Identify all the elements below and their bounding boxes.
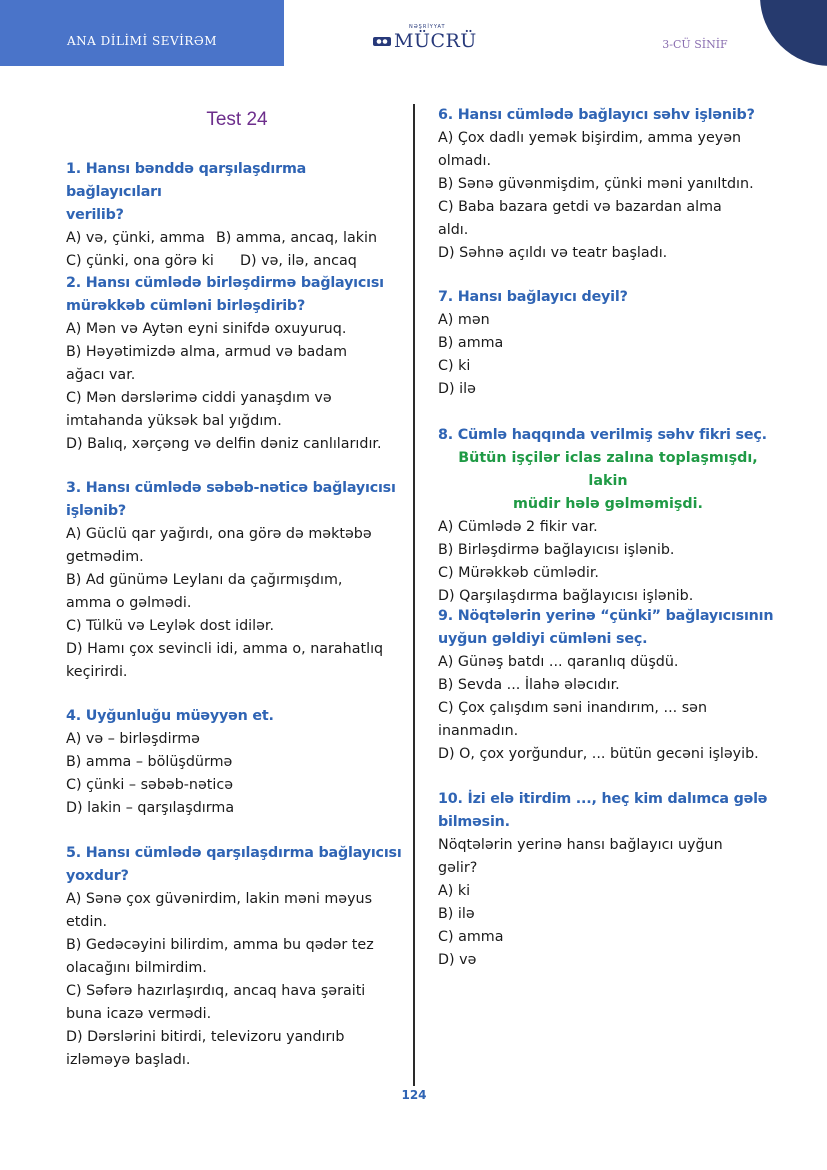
option[interactable]: D) və, ilə, ancaq [240, 253, 357, 269]
question-1 [66, 158, 406, 273]
question-text: 7. Hansı bağlayıcı deyil? [438, 289, 628, 305]
option[interactable]: A) Cümlədə 2 fikir var. [438, 519, 598, 535]
option[interactable]: B) Gedəcəyini bilirdim, amma bu qədər tez [66, 937, 374, 953]
question-text: 10. İzi elə itirdim ..., heç kim dalımca gələ bilməsin. [438, 791, 768, 830]
option[interactable]: A) mən [438, 312, 490, 328]
option[interactable]: C) Mürəkkəb cümlədir. [438, 565, 599, 581]
option[interactable]: B) Ad günümə Leylanı da çağırmışdım, [66, 572, 343, 588]
option[interactable]: B) amma, ancaq, lakin [216, 230, 378, 246]
option[interactable]: B) Birləşdirmə bağlayıcısı işlənib. [438, 542, 675, 558]
question-text: 4. Uyğunluğu müəyyən et. [66, 708, 274, 724]
question-text: 3. Hansı cümlədə səbəb-nəticə bağlayıcısı işlənib? [66, 480, 396, 519]
question-text: 5. Hansı cümlədə qarşılaşdırma bağlayıcısı yoxdur? [66, 845, 402, 884]
option[interactable]: D) və [438, 952, 477, 968]
option[interactable]: A) Günəş batdı ... qaranlıq düşdü. [438, 654, 679, 670]
option[interactable]: B) Sevda ... İlahə ələcıdır. [438, 677, 620, 693]
option-continued: olacağını bilmirdim. [66, 960, 207, 976]
options-row [66, 227, 406, 250]
option-continued: etdin. [66, 914, 108, 930]
option-continued: imtahanda yüksək bal yığdım. [66, 413, 282, 429]
option-continued: izləməyə başladı. [66, 1052, 191, 1068]
option[interactable]: D) Qarşılaşdırma bağlayıcısı işlənib. [438, 588, 694, 604]
option[interactable]: C) Tülkü və Leylək dost idilər. [66, 618, 275, 634]
option[interactable]: B) amma [438, 335, 504, 351]
logo-subtitle: NƏŞRİYYAT [409, 24, 446, 30]
question-text: 2. Hansı cümlədə birləşdirmə bağlayıcısı mürəkkəb cümləni birləşdirib? [66, 275, 384, 314]
option-continued: aldı. [438, 222, 469, 238]
book-title: ANA DİLİMİ SEVİRƏM [66, 34, 218, 48]
option[interactable]: A) ki [438, 883, 471, 899]
option[interactable]: C) Mən dərslərimə ciddi yanaşdım və [66, 390, 332, 406]
option[interactable]: C) amma [438, 929, 504, 945]
corner-decoration [760, 0, 827, 66]
option[interactable]: D) Balıq, xərçəng və delfin dəniz canlılarıdır. [66, 436, 382, 452]
option[interactable]: B) Sənə güvənmişdim, çünki məni yanıltdın. [438, 176, 754, 192]
question-7 [438, 286, 778, 401]
option-continued: keçirirdi. [66, 664, 128, 680]
question-2 [66, 272, 406, 456]
option[interactable]: D) O, çox yorğundur, ... bütün gecəni işləyib. [438, 746, 759, 762]
option[interactable]: C) Baba bazara getdi və bazardan alma [438, 199, 722, 215]
option[interactable]: C) çünki, ona görə ki [66, 253, 214, 269]
option-continued: buna icazə vermədi. [66, 1006, 212, 1022]
question-prompt: Nöqtələrin yerinə hansı bağlayıcı uyğun [438, 837, 723, 853]
question-4 [66, 705, 406, 820]
logo-text: MÜCRÜ [394, 30, 477, 52]
question-9 [438, 605, 778, 766]
question-6 [438, 104, 778, 265]
book-icon [373, 35, 391, 47]
question-5 [66, 842, 406, 1072]
page-number: 124 [401, 1088, 427, 1102]
option[interactable]: A) Çox dadlı yemək bişirdim, amma yeyən [438, 130, 742, 146]
option[interactable]: C) çünki – səbəb-nəticə [66, 777, 234, 793]
option[interactable]: B) Həyətimizdə alma, armud və badam [66, 344, 348, 360]
header-band [0, 0, 284, 66]
option[interactable]: D) ilə [438, 381, 476, 397]
options-row [66, 250, 406, 273]
option-continued: amma o gəlmədi. [66, 595, 192, 611]
question-text: 8. Cümlə haqqında verilmiş səhv fikri seç. [438, 427, 767, 443]
option[interactable]: A) və, çünki, amma [66, 230, 205, 246]
option[interactable]: A) Güclü qar yağırdı, ona görə də məktəbə [66, 526, 372, 542]
option-continued: ağacı var. [66, 367, 136, 383]
option[interactable]: D) lakin – qarşılaşdırma [66, 800, 235, 816]
option-continued: getmədim. [66, 549, 144, 565]
question-3 [66, 477, 406, 684]
option[interactable]: D) Dərslərini bitirdi, televizoru yandırıb [66, 1029, 345, 1045]
test-title: Test 24 [206, 109, 268, 130]
option[interactable]: A) və – birləşdirmə [66, 731, 200, 747]
highlighted-sentence: Bütün işçilər iclas zalına toplaşmışdı, lakin müdir hələ gəlməmişdi. [458, 450, 758, 512]
option[interactable]: B) amma – bölüşdürmə [66, 754, 233, 770]
option-continued: inanmadın. [438, 723, 519, 739]
option[interactable]: A) Mən və Aytən eyni sinifdə oxuyuruq. [66, 321, 347, 337]
option-continued: olmadı. [438, 153, 491, 169]
option[interactable]: C) Çox çalışdım səni inandırım, ... sən [438, 700, 708, 716]
publisher-logo [373, 24, 477, 54]
question-text: 6. Hansı cümlədə bağlayıcı səhv işlənib? [438, 107, 755, 123]
option[interactable]: A) Sənə çox güvənirdim, lakin məni məyus [66, 891, 373, 907]
question-10 [438, 788, 778, 972]
option[interactable]: B) ilə [438, 906, 475, 922]
option[interactable]: D) Səhnə açıldı və teatr başladı. [438, 245, 668, 261]
option[interactable]: D) Hamı çox sevincli idi, amma o, narahatlıq [66, 641, 384, 657]
question-text: 9. Nöqtələrin yerinə “çünki” bağlayıcısının uyğun gəldiyi cümləni seç. [438, 608, 774, 647]
question-8 [438, 424, 778, 608]
option[interactable]: C) ki [438, 358, 471, 374]
question-text: 1. Hansı bənddə qarşılaşdırma bağlayıcıları verilib? [66, 161, 307, 223]
column-divider [413, 104, 415, 1086]
option[interactable]: C) Səfərə hazırlaşırdıq, ancaq hava şəraiti [66, 983, 366, 999]
question-prompt-continued: gəlir? [438, 860, 478, 876]
grade-label: 3-CÜ SİNİF [662, 38, 728, 51]
